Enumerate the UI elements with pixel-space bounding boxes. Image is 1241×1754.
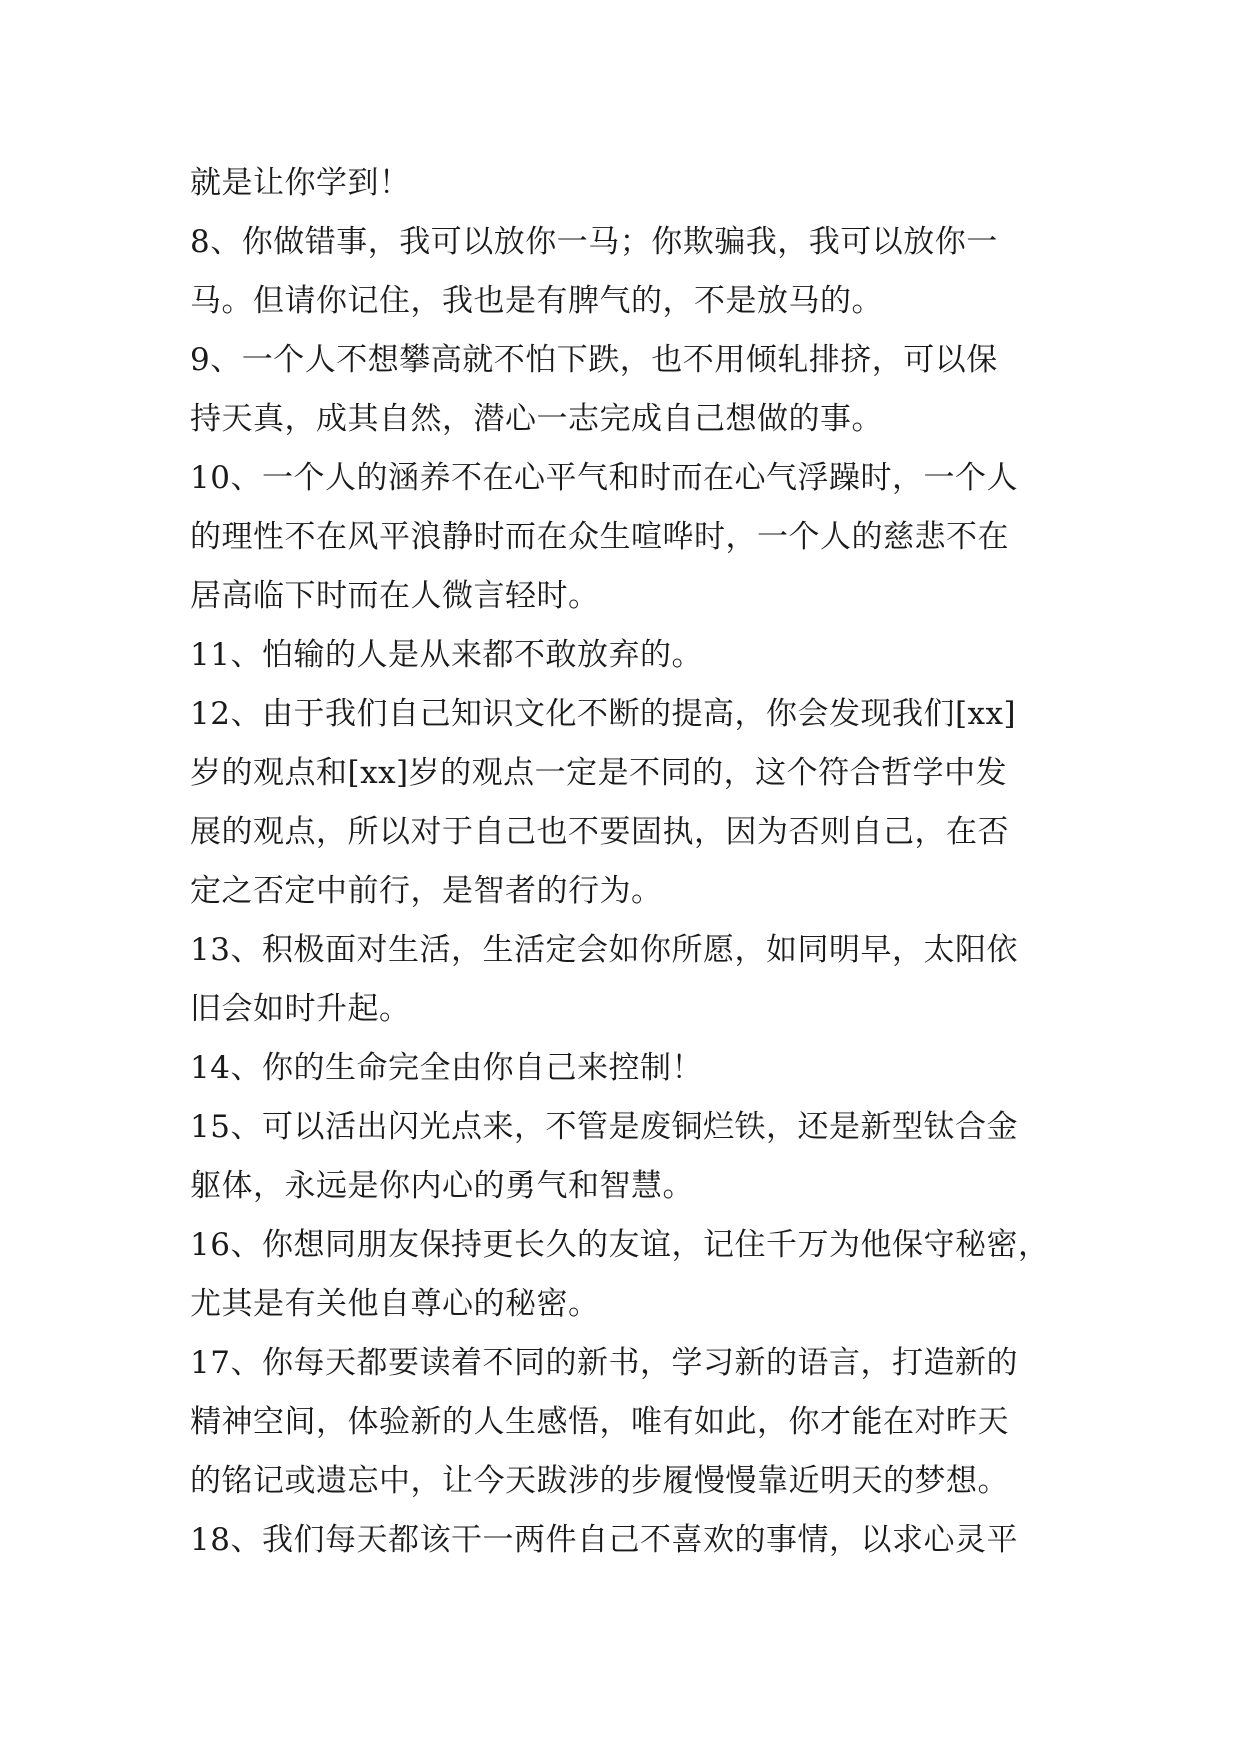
text-line: 就是让你学到！ <box>190 165 411 201</box>
text-line: 居高临下时而在人微言轻时。 <box>190 578 600 614</box>
text-line: 12、由于我们自己知识文化不断的提高，你会发现我们[xx] <box>190 696 1017 732</box>
text-line: 旧会如时升起。 <box>190 991 411 1027</box>
text-line: 持天真，成其自然，潜心一志完成自己想做的事。 <box>190 401 883 437</box>
document-body <box>190 154 1070 1570</box>
text-line: 17、你每天都要读着不同的新书，学习新的语言，打造新的 <box>190 1345 1018 1381</box>
text-line: 14、你的生命完全由你自己来控制！ <box>190 1050 703 1086</box>
text-line: 的铭记或遗忘中，让今天跋涉的步履慢慢靠近明天的梦想。 <box>190 1463 1009 1499</box>
text-line: 尤其是有关他自尊心的秘密。 <box>190 1286 600 1322</box>
text-line: 8、你做错事，我可以放你一马；你欺骗我，我可以放你一 <box>190 224 998 260</box>
text-line: 9、一个人不想攀高就不怕下跌，也不用倾轧排挤，可以保 <box>190 342 998 378</box>
text-line: 岁的观点和[xx]岁的观点一定是不同的，这个符合哲学中发 <box>190 755 1008 791</box>
text-line: 定之否定中前行，是智者的行为。 <box>190 873 663 909</box>
text-line: 马。但请你记住，我也是有脾气的，不是放马的。 <box>190 283 883 319</box>
text-line: 13、积极面对生活，生活定会如你所愿，如同明早，太阳依 <box>190 932 1018 968</box>
text-line: 15、可以活出闪光点来，不管是废铜烂铁，还是新型钛合金 <box>190 1109 1018 1145</box>
text-line: 16、你想同朋友保持更长久的友谊，记住千万为他保守秘密， <box>190 1227 1050 1263</box>
text-line: 10、一个人的涵养不在心平气和时而在心气浮躁时，一个人 <box>190 460 1018 496</box>
text-line: 精神空间，体验新的人生感悟，唯有如此，你才能在对昨天 <box>190 1404 1009 1440</box>
text-line: 11、怕输的人是从来都不敢放弃的。 <box>190 637 703 673</box>
text-line: 躯体，永远是你内心的勇气和智慧。 <box>190 1168 694 1204</box>
text-line: 的理性不在风平浪静时而在众生喧哗时，一个人的慈悲不在 <box>190 519 1009 555</box>
text-line: 18、我们每天都该干一两件自己不喜欢的事情，以求心灵平 <box>190 1522 1018 1558</box>
text-line: 展的观点，所以对于自己也不要固执，因为否则自己，在否 <box>190 814 1009 850</box>
